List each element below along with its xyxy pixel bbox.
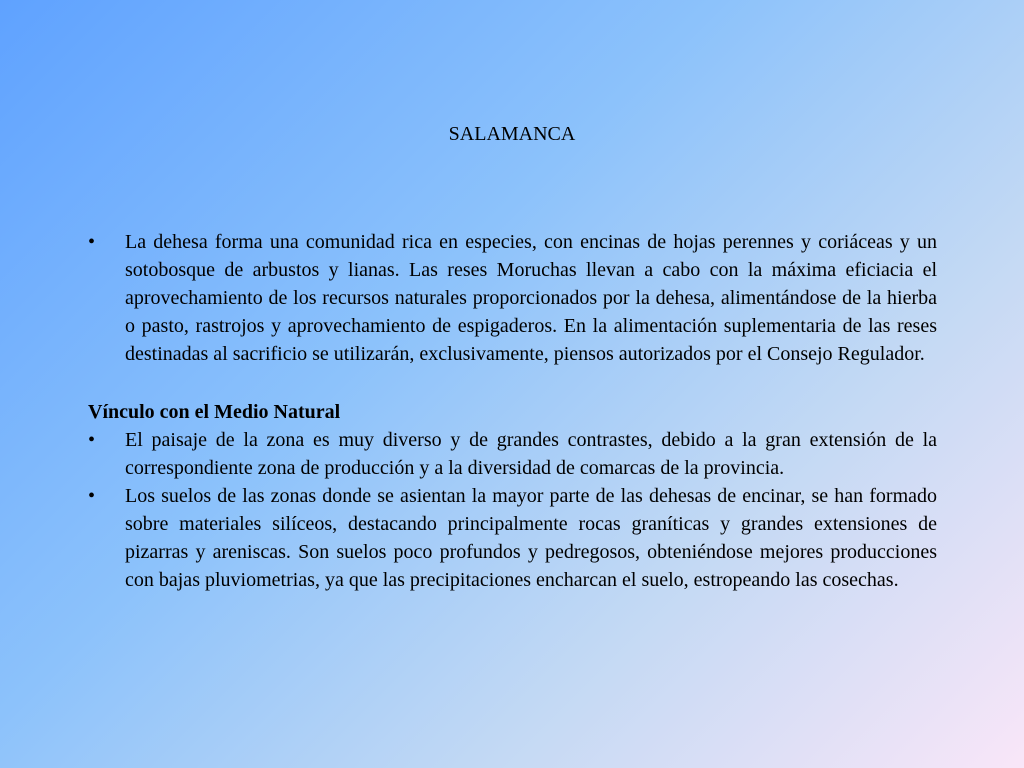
bullet-text: El paisaje de la zona es muy diverso y de grandes contrastes, debido a la gran extensión de la correspondiente zona de producción y a la diversidad de comarcas de la provincia. <box>125 429 937 479</box>
bullet-text: Los suelos de las zonas donde se asientan la mayor parte de las dehesas de encinar, se han formado sobre materiales silíceos, destacando principalmente rocas graníticas y grandes extensiones de pizarras y areniscas. Son suelos poco profundos y pedregosos, obteniéndose mejores producciones con bajas pluviometrias, ya que las precipitaciones encharcan el suelo, estropeando las cosechas. <box>125 485 937 591</box>
bullet-icon: • <box>88 231 96 253</box>
slide-title: SALAMANCA <box>448 123 576 145</box>
bullet-icon: • <box>88 429 96 451</box>
bullet-item <box>88 482 937 594</box>
slide-body <box>88 228 937 594</box>
section-heading: Vínculo con el Medio Natural <box>88 401 341 423</box>
bullet-text: La dehesa forma una comunidad rica en especies, con encinas de hojas perennes y coriáceas y un sotobosque de arbustos y lianas. Las reses Moruchas llevan a cabo con la máxima eficiacia el aprovechamiento de los recursos naturales proporcionados por la dehesa, alimentándose de la hierba o pasto, rastrojos y aprovechamiento de espigaderos. En la alimentación suplementaria de las reses destinadas al sacrificio se utilizarán, exclusivamente, piensos autorizados por el Consejo Regulador. <box>125 231 937 365</box>
bullet-item <box>88 228 937 368</box>
bullet-icon: • <box>88 485 96 507</box>
bullet-item <box>88 426 937 482</box>
